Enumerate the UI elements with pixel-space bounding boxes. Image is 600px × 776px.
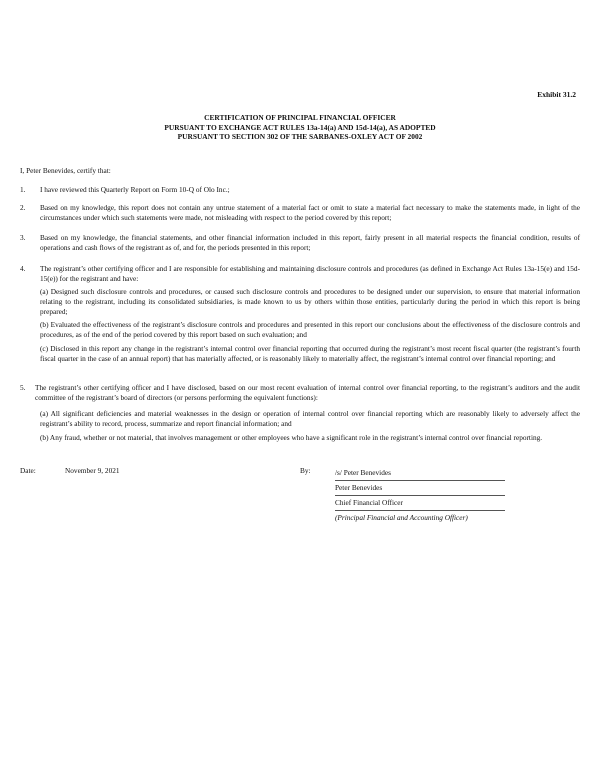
signer-name: Peter Benevides — [335, 481, 505, 496]
item-1 — [20, 185, 580, 195]
date-label: Date: — [20, 466, 36, 475]
signature-date: November 9, 2021 — [65, 466, 120, 475]
signature-block — [335, 466, 505, 524]
intro-text: I, Peter Benevides, certify that: — [20, 166, 111, 175]
item-5-sub-a: (a) All significant deficiencies and material weaknesses in the design or operation of internal control over financial reporting which are reasonably likely to adversely affect the registrant’s ability to record, process, summarize and report financial information; and — [40, 409, 580, 428]
item-text: The registrant’s other certifying officer and I are responsible for establishing and maintaining disclosure controls and procedures (as defined in Exchange Act Rules 13a-15(e) and 15d-15(e)) for the registrant and have: — [40, 264, 580, 283]
item-text: Based on my knowledge, the financial statements, and other financial information included in this report, fairly present in all material respects the financial condition, results of operations and cash flows of the registrant as of, and for, the periods presented in this report; — [40, 233, 580, 252]
item-4 — [20, 264, 580, 284]
exhibit-label: Exhibit 31.2 — [537, 90, 576, 99]
document-title — [0, 113, 600, 142]
item-3 — [20, 233, 580, 253]
item-5-sub-b: (b) Any fraud, whether or not material, that involves management or other employees who have a significant role in the registrant’s internal control over financial reporting. — [40, 433, 543, 442]
item-text: The registrant’s other certifying officer and I have disclosed, based on our most recent evaluation of internal control over financial reporting, to the registrant’s auditors and the audit committee of the registrant’s board of directors (or persons performing the equivalent functions): — [35, 383, 580, 402]
signature-section — [20, 466, 580, 526]
item-text: I have reviewed this Quarterly Report on Form 10-Q of Olo Inc.; — [40, 185, 230, 194]
by-label: By: — [300, 466, 311, 475]
title-line-2: PURSUANT TO EXCHANGE ACT RULES 13a-14(a) AND 15d-14(a), AS ADOPTED — [164, 122, 436, 132]
item-2 — [20, 203, 580, 223]
title-line-3: PURSUANT TO SECTION 302 OF THE SARBANES-OXLEY ACT OF 2002 — [177, 132, 423, 142]
item-5 — [20, 383, 580, 403]
item-number: 3. — [20, 233, 26, 242]
item-number: 4. — [20, 264, 26, 273]
item-number: 5. — [20, 383, 26, 392]
item-text: Based on my knowledge, this report does not contain any untrue statement of a material fact or omit to state a material fact necessary to make the statements made, in light of the circumstances under which such statements were made, not misleading with respect to the period covered by this report; — [40, 203, 580, 222]
item-4-sub-a: (a) Designed such disclosure controls and procedures, or caused such disclosure controls and procedures to be designed under our supervision, to ensure that material information relating to the registrant, including its consolidated subsidiaries, is made known to us by others within those entities, particularly during the period in which this report is being prepared; — [40, 287, 580, 316]
item-number: 1. — [20, 185, 26, 194]
item-4-sub-b: (b) Evaluated the effectiveness of the registrant’s disclosure controls and procedures and presented in this report our conclusions about the effectiveness of the disclosure controls and procedures, as of the end of the period covered by this report based on such evaluation; and — [40, 320, 580, 339]
signer-title: Chief Financial Officer — [335, 496, 505, 511]
item-4-sub-c: (c) Disclosed in this report any change in the registrant’s internal control over financial reporting that occurred during the registrant’s most recent fiscal quarter (the registrant’s fourth fiscal quarter in the case of an annual report) that has materially affected, or is reasonably likely to materially affect, the registrant’s internal control over financial reporting; and — [40, 344, 580, 363]
signer-role: (Principal Financial and Accounting Officer) — [335, 512, 468, 522]
title-line-1: CERTIFICATION OF PRINCIPAL FINANCIAL OFFICER — [204, 113, 396, 122]
item-number: 2. — [20, 203, 26, 212]
signed-name: /s/ Peter Benevides — [335, 466, 505, 481]
